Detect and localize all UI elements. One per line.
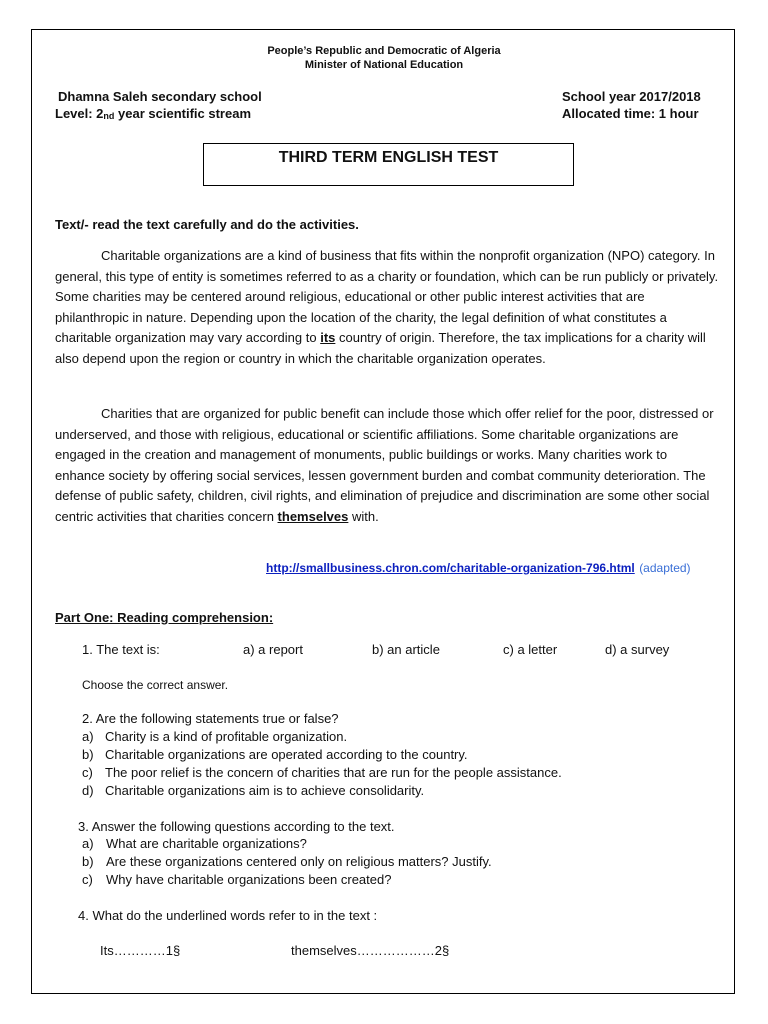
underlined-themselves: themselves: [277, 508, 349, 524]
school-year: School year 2017/2018: [562, 89, 701, 104]
source-link[interactable]: http://smallbusiness.chron.com/charitable-organization-796.html: [266, 561, 635, 575]
allocated-time: Allocated time: 1 hour: [562, 106, 699, 121]
q1-option-a: a) a report: [243, 642, 303, 657]
adapted-note: (adapted): [639, 561, 691, 575]
paragraph-2: Charities that are organized for public benefit can include those which offer relief for the poor, distressed or underserved, and those with religious, educational or scientific affiliations. Some charitable organizations are engaged in the creation and management of monuments, public buildings or works. Many charities work to enhance society by offering social services, lessen government burden and combat community deterioration. The defense of public safety, children, civil rights, and elimination of prejudice and discrimination are some other social centric activities that charities concern themselves with.: [55, 406, 714, 524]
q1-label: 1. The text is:: [82, 642, 160, 657]
q2-item-text: Charitable organizations aim is to achieve consolidarity.: [105, 783, 425, 798]
q3-item-text: Are these organizations centered only on religious matters? Justify.: [106, 854, 492, 869]
q2-item-letter: a): [82, 729, 94, 744]
paragraph-1: Charitable organizations are a kind of business that fits within the nonprofit organization (NPO) category. In general, this type of entity is sometimes referred to as a charity or foundation, which can be run publicly or privately. Some charities may be centered around religious, educational or other public interest activities that are philanthropic in nature. Depending upon the location of the charity, the legal definition of what constitutes a charitable organization may vary according to its country of origin. Therefore, the tax implications for a charity will also depend upon the region or country in which the charitable organization operates.: [55, 248, 719, 366]
q4-item-its: Its…………1§: [100, 943, 181, 958]
q2-item-letter: c): [82, 765, 93, 780]
q2-item-text: The poor relief is the concern of charities that are run for the people assistance.: [105, 765, 562, 780]
q2-label: 2. Are the following statements true or false?: [82, 711, 339, 726]
q3-item-letter: a): [82, 836, 94, 851]
country-header: People’s Republic and Democratic of Algeria: [267, 45, 501, 57]
q4-label: 4. What do the underlined words refer to in the text :: [78, 908, 378, 923]
source-line: [266, 559, 691, 577]
text-instruction: Text/- read the text carefully and do the activities.: [55, 217, 359, 232]
q3-label: 3. Answer the following questions according to the text.: [78, 819, 395, 834]
q3-item-letter: b): [82, 854, 94, 869]
q2-item-letter: b): [82, 747, 94, 762]
ministry-header: Minister of National Education: [304, 59, 464, 71]
title-box: [203, 143, 574, 186]
test-title: THIRD TERM ENGLISH TEST: [278, 149, 499, 166]
level-line: Level: 2nd year scientific stream: [55, 106, 251, 121]
q3-item-text: What are charitable organizations?: [106, 836, 307, 851]
q1-option-d: d) a survey: [605, 642, 670, 657]
school-name: Dhamna Saleh secondary school: [58, 89, 262, 104]
q1-instruction: Choose the correct answer.: [82, 678, 229, 692]
q4-item-themselves: themselves………………2§: [291, 943, 450, 958]
q2-item-text: Charity is a kind of profitable organization.: [105, 729, 348, 744]
underlined-its: its: [320, 330, 336, 345]
q1-option-c: c) a letter: [503, 642, 558, 657]
q2-item-text: Charitable organizations are operated according to the country.: [105, 747, 468, 762]
q2-item-letter: d): [82, 783, 94, 798]
q3-item-text: Why have charitable organizations been created?: [106, 872, 392, 887]
part-one-heading: Part One: Reading comprehension:: [55, 610, 274, 625]
q1-option-b: b) an article: [372, 642, 440, 657]
q3-item-letter: c): [82, 872, 93, 887]
